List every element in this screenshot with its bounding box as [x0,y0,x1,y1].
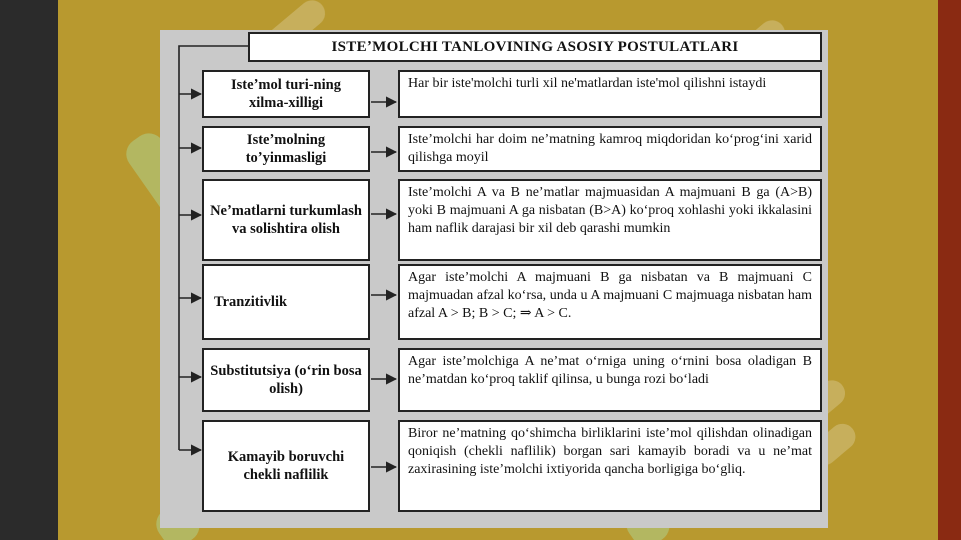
right-maroon-bar [938,0,961,540]
postulate-description-2: Isteʼmolchi har doim neʼmatning kamroq miqdoridan koʻprogʻini xarid qilishga moyil [398,126,822,172]
postulate-name-1: Isteʼmol turi-ning xilma-xilligi [202,70,370,118]
postulate-name-5: Substitutsiya (oʻrin bosa olish) [202,348,370,412]
postulate-name-2: Isteʼmolning toʼyinmasligi [202,126,370,172]
postulate-description-1: Har bir iste'molchi turli xil ne'matlardan iste'mol qilishni istaydi [398,70,822,118]
postulate-name-3: Neʼmatlarni turkumlash va solishtira olish [202,179,370,261]
postulate-name-6: Kamayib boruvchi chekli naflilik [202,420,370,512]
postulate-description-5: Agar isteʼmolchiga A neʼmat oʻrniga uning oʻrnini bosa oladigan B neʼmatdan koʻproq taklif qilinsa, u bunga rozi boʻladi [398,348,822,412]
postulate-description-6: Biror neʼmatning qoʻshimcha birliklarini isteʼmol qilishdan olinadigan qoniqish (chekli naflilik) borgan sari kamayib boradi va u neʼmat zaxirasining isteʼmolchi ixtiyorida qancha borligiga boʻgliq. [398,420,822,512]
diagram-title: ISTEʼMOLCHI TANLOVINING ASOSIY POSTULATLARI [248,32,822,62]
postulates-diagram [160,30,828,528]
postulate-name-4: Tranzitivlik [202,264,370,340]
postulate-description-4: Agar isteʼmolchi A majmuani B ga nisbatan va B majmuani C majmuadan afzal koʻrsa, unda u A majmuani C majmuaga nisbatan ham afzal A > B; B > C; ⇒ A > C. [398,264,822,340]
postulate-description-3: Isteʼmolchi A va B neʼmatlar majmuasidan A majmuani B ga (A>B) yoki B majmuani A ga nisbatan (B>A) koʻproq xohlashi yoki ikkalasini ham naflik darajasi bir xil deb qarashi mumkin [398,179,822,261]
